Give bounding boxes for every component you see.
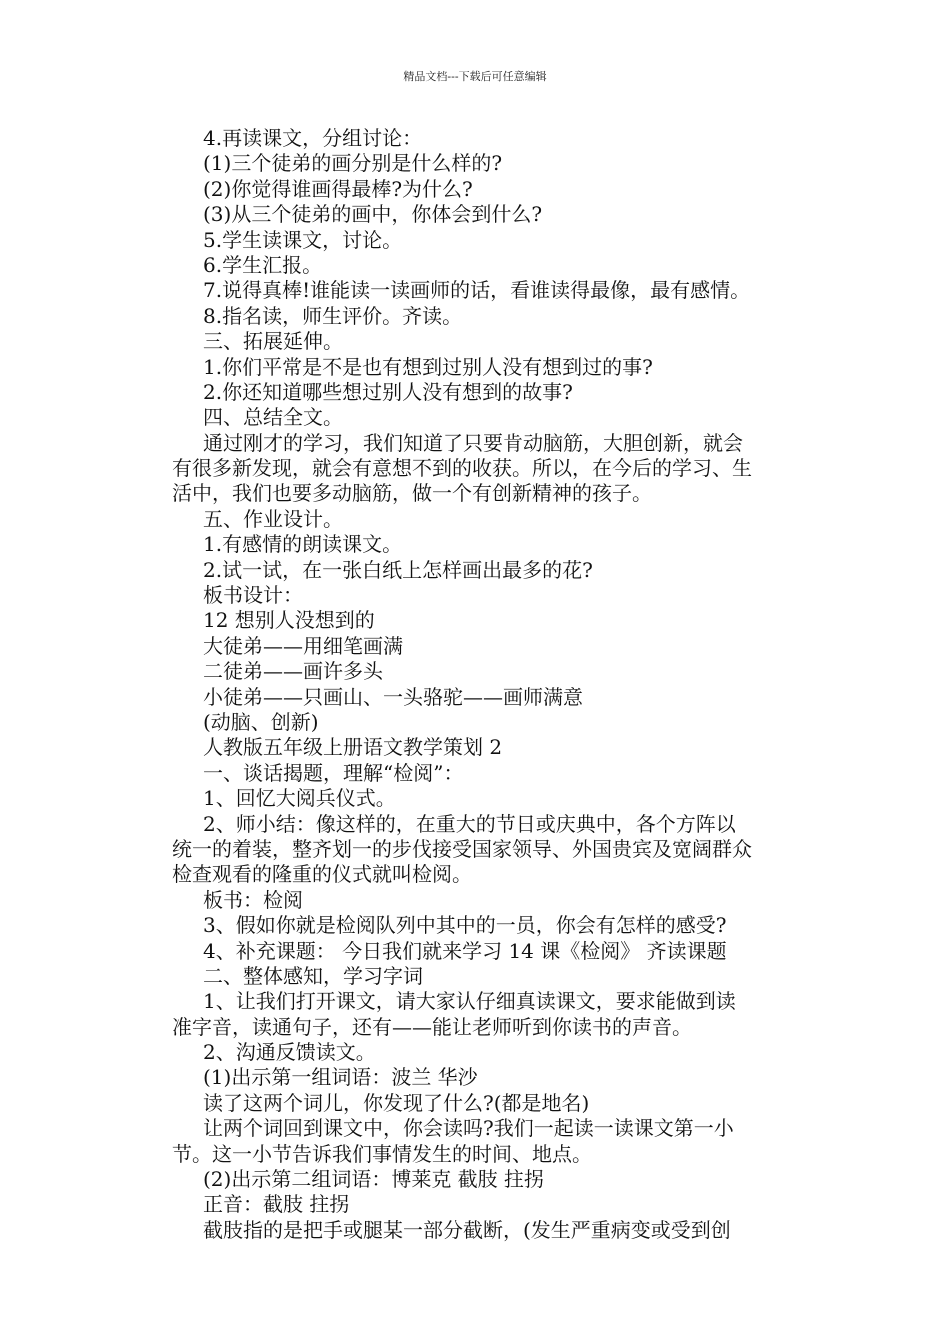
document-body [172, 126, 810, 1243]
text-line: (3)从三个徒弟的画中，你体会到什么? [203, 202, 543, 227]
text-line: (1)三个徒弟的画分别是什么样的? [203, 151, 503, 176]
text-line: 一、谈话揭题，理解“检阅”： [203, 760, 464, 785]
text-line: 准字音，读通句子，还有——能让老师听到你读书的声音。 [172, 1014, 692, 1039]
text-line: 1、让我们打开课文，请大家认仔细真读课文，要求能做到读 [203, 989, 736, 1014]
text-line: 2、沟通反馈读文。 [203, 1040, 376, 1065]
text-line: 5.学生读课文，讨论。 [203, 227, 403, 252]
text-line: 正音：截肢 拄拐 [203, 1192, 350, 1217]
text-line: 1.有感情的朗读课文。 [203, 532, 403, 557]
text-line: 统一的着装，整齐划一的步伐接受国家领导、外国贵宾及宽阔群众 [172, 836, 752, 861]
text-line: 二徒弟——画许多头 [203, 659, 383, 684]
text-line: 板书设计： [203, 583, 303, 608]
text-line: 8.指名读，师生评价。齐读。 [203, 303, 463, 328]
text-line: 检查观看的隆重的仪式就叫检阅。 [172, 862, 472, 887]
text-line: 让两个词回到课文中，你会读吗?我们一起读一读课文第一小 [203, 1116, 734, 1141]
text-line: 四、总结全文。 [203, 405, 343, 430]
text-line: 7.说得真棒!谁能读一读画师的话，看谁读得最像，最有感情。 [203, 278, 751, 303]
text-line: 2.试一试，在一张白纸上怎样画出最多的花? [203, 557, 593, 582]
text-line: 大徒弟——用细笔画满 [203, 633, 403, 658]
text-line: 节。这一小节告诉我们事情发生的时间、地点。 [172, 1141, 592, 1166]
page-header-watermark: 精品文档---下载后可任意编辑 [403, 70, 547, 83]
text-line: 有很多新发现，就会有意想不到的收获。所以，在今后的学习、生 [172, 456, 752, 481]
text-line: 小徒弟——只画山、一头骆驼——画师满意 [203, 684, 583, 709]
text-line: (2)你觉得谁画得最棒?为什么? [203, 176, 473, 201]
text-line: 读了这两个词儿，你发现了什么?(都是地名) [203, 1090, 590, 1115]
text-line: 4、补充课题： 今日我们就来学习 14 课《检阅》 齐读课题 [203, 938, 727, 963]
text-line: 2、师小结：像这样的，在重大的节日或庆典中，各个方阵以 [203, 811, 736, 836]
text-line: (2)出示第二组词语：博莱克 截肢 拄拐 [203, 1167, 545, 1192]
text-line: (1)出示第一组词语：波兰 华沙 [203, 1065, 478, 1090]
text-line: 五、作业设计。 [203, 506, 343, 531]
text-line: 1、回忆大阅兵仪式。 [203, 786, 396, 811]
text-line: 三、拓展延伸。 [203, 329, 343, 354]
text-line: 二、整体感知，学习字词 [203, 963, 423, 988]
text-line: 6.学生汇报。 [203, 252, 323, 277]
text-line: 2.你还知道哪些想过别人没有想到的故事? [203, 379, 573, 404]
text-line: 板书：检阅 [203, 887, 303, 912]
text-line: 1.你们平常是不是也有想到过别人没有想到过的事? [203, 354, 653, 379]
text-line: 12 想别人没想到的 [203, 608, 375, 633]
text-line: 活中，我们也要多动脑筋，做一个有创新精神的孩子。 [172, 481, 652, 506]
text-line: 截肢指的是把手或腿某一部分截断，(发生严重病变或受到创 [203, 1217, 731, 1242]
text-line: (动脑、创新) [203, 709, 319, 734]
text-line: 3、假如你就是检阅队列中其中的一员，你会有怎样的感受? [203, 913, 727, 938]
text-line: 4.再读课文，分组讨论： [203, 126, 423, 150]
text-line: 人教版五年级上册语文教学策划 2 [203, 735, 503, 760]
text-line: 通过刚才的学习，我们知道了只要肯动脑筋，大胆创新，就会 [203, 430, 743, 455]
